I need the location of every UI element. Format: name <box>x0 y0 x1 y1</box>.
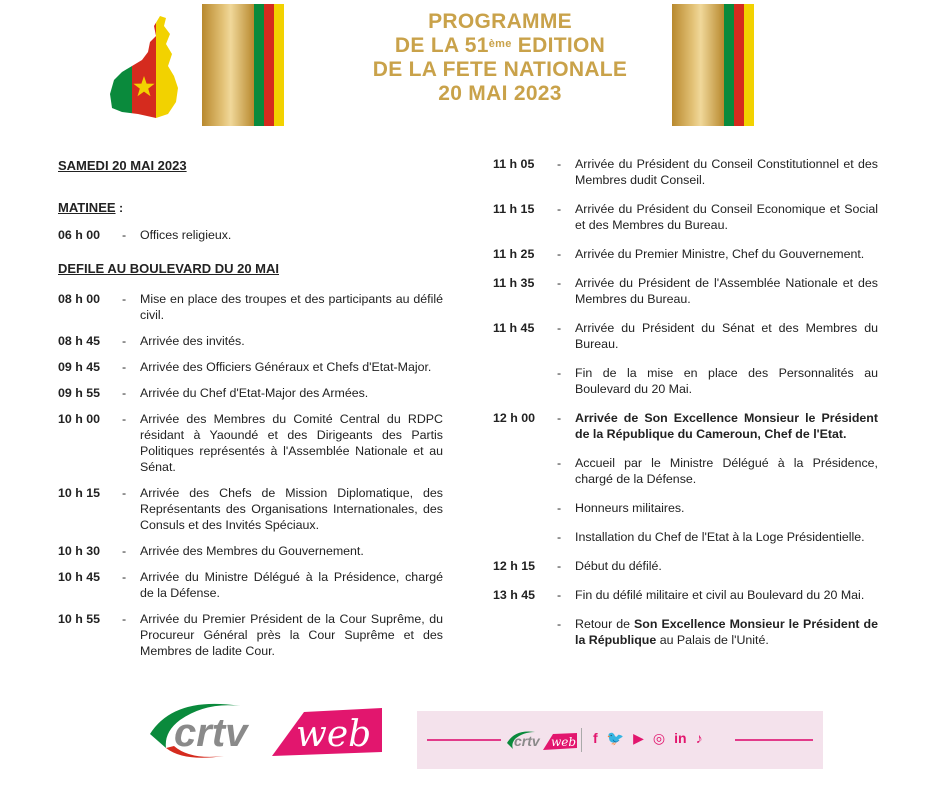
schedule-row: 09 h 55 - Arrivée du Chef d'Etat-Major des Armées. <box>58 386 369 400</box>
social-icons <box>593 730 703 747</box>
twitter-icon[interactable]: 🐦 <box>606 730 625 746</box>
schedule-row: 06 h 00 - Offices religieux. <box>58 228 232 242</box>
schedule-row: 10 h 15 - Arrivée des Chefs de Mission Diplomatique, des Représentants des Organisations Internationales, des Consuls et des Invités Spéciaux. <box>58 486 443 532</box>
schedule-row: - Fin de la mise en place des Personnalités au Boulevard du 20 Mai. <box>557 366 878 396</box>
tiktok-icon[interactable]: ♪ <box>695 730 703 746</box>
schedule-row: 12 h 15 - Début du défilé. <box>493 559 662 573</box>
facebook-icon[interactable]: f <box>593 730 598 746</box>
instagram-icon[interactable]: ◎ <box>652 730 666 746</box>
schedule-row: 09 h 45 - Arrivée des Officiers Généraux et Chefs d'Etat-Major. <box>58 360 432 374</box>
title-line-2: DE LA 51ème EDITION <box>394 34 606 57</box>
schedule-row: 10 h 30 - Arrivée des Membres du Gouvernement. <box>58 544 364 558</box>
program-left-column <box>58 158 443 659</box>
schedule-row: 10 h 55 - Arrivée du Premier Président de la Cour Suprême, du Procureur Général près la Cour Suprême et des Membres de ladite Cour. <box>58 612 443 658</box>
schedule-row: 08 h 45 - Arrivée des invités. <box>58 334 245 348</box>
crtv-web-mini-logo <box>505 729 577 751</box>
day-heading: SAMEDI 20 MAI 2023 <box>58 158 187 173</box>
svg-text:web: web <box>551 735 577 749</box>
schedule-row: 11 h 25 - Arrivée du Premier Ministre, Chef du Gouvernement. <box>493 247 865 261</box>
youtube-icon[interactable]: ▶ <box>633 730 644 746</box>
schedule-row: - Retour de Son Excellence Monsieur le Président de la République au Palais de l'Unité. <box>557 617 879 647</box>
crtv-web-logo <box>144 698 382 762</box>
title-line-3: DE LA FETE NATIONALE <box>372 58 628 81</box>
schedule-row: 10 h 45 - Arrivée du Ministre Délégué à la Présidence, chargé de la Défense. <box>58 570 443 600</box>
schedule-row: 11 h 45 - Arrivée du Président du Sénat et des Membres du Bureau. <box>493 321 878 351</box>
title-line-1: PROGRAMME <box>428 10 572 33</box>
flag-stripes-left <box>202 4 284 126</box>
social-banner <box>417 711 823 769</box>
header <box>0 0 940 130</box>
schedule-row: 11 h 15 - Arrivée du Président du Conseil Economique et Social et des Membres du Bureau. <box>493 202 878 232</box>
schedule-row: 08 h 00 - Mise en place des troupes et des participants au défilé civil. <box>58 292 443 322</box>
schedule-row: 12 h 00 - Arrivée de Son Excellence Monsieur le Président de la République du Cameroun, Chef de l'Etat. <box>493 411 878 441</box>
program-right-column <box>493 156 878 648</box>
defile-heading: DEFILE AU BOULEVARD DU 20 MAI <box>58 261 280 276</box>
schedule-row: 11 h 05 - Arrivée du Président du Conseil Constitutionnel et des Membres dudit Conseil. <box>493 157 878 187</box>
matinee-heading: MATINEE : <box>58 200 124 215</box>
schedule-row: - Accueil par le Ministre Délégué à la Présidence, chargé de la Défense. <box>557 456 878 486</box>
schedule-row: 13 h 45 - Fin du défilé militaire et civil au Boulevard du 20 Mai. <box>493 588 865 602</box>
linkedin-icon[interactable]: in <box>674 730 687 746</box>
svg-text:crtv: crtv <box>514 733 540 749</box>
page-title <box>330 10 670 106</box>
schedule-row: - Installation du Chef de l'Etat à la Loge Présidentielle. <box>557 530 865 544</box>
schedule-row: - Honneurs militaires. <box>557 501 685 515</box>
title-line-4: 20 MAI 2023 <box>438 82 562 105</box>
logo-crtv-text: crtv <box>174 711 248 755</box>
cameroon-map-icon <box>108 14 180 120</box>
schedule-row: 10 h 00 - Arrivée des Membres du Comité Central du RDPC résidant à Yaoundé et des Dirigeants des Partis Politiques représentés à l'Assemblée Nationale et au Sénat. <box>58 412 443 474</box>
flag-stripes-right <box>672 4 754 126</box>
schedule-row: 11 h 35 - Arrivée du Président de l'Assemblée Nationale et des Membres du Bureau. <box>493 276 878 306</box>
logo-web-text: web <box>296 714 372 755</box>
